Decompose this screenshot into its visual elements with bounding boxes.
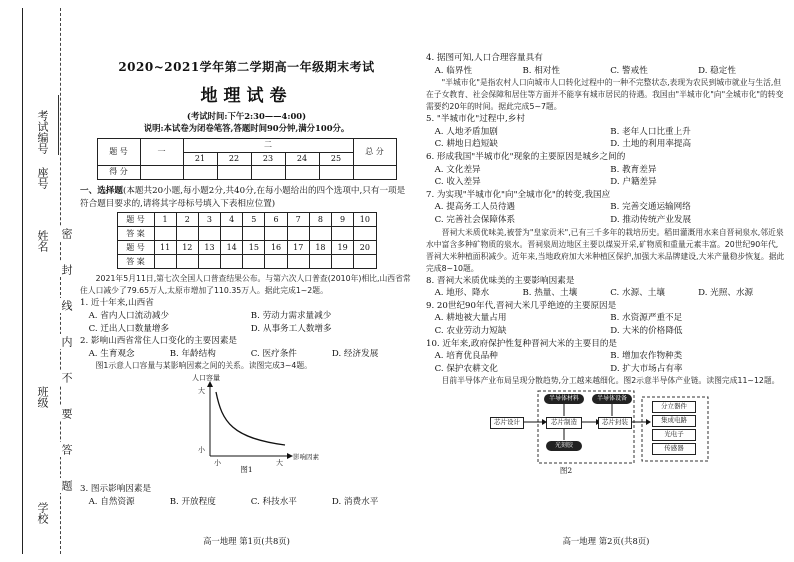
option[interactable]: D. 扩大市场占有率 — [610, 363, 683, 374]
option[interactable]: D. 户籍差异 — [610, 177, 657, 188]
answer-q-num: 12 — [176, 241, 198, 255]
option[interactable]: B. 开放程度 — [169, 496, 216, 507]
answer-cell[interactable] — [354, 255, 376, 269]
option[interactable]: B. 教育差异 — [610, 164, 657, 175]
option[interactable]: A. 生育观念 — [88, 348, 135, 359]
question-9: 9. 20世纪90年代,晋祠大米几乎绝迹的主要原因是 — [426, 300, 617, 311]
school-label: 学校 — [36, 502, 49, 524]
question-8-options — [426, 287, 786, 300]
question-2: 2. 影响山西省常住人口变化的主要因素是 — [80, 336, 238, 347]
node-chip-design: 芯片设计 — [490, 417, 524, 429]
figure-1-y-big: 大 — [198, 387, 205, 396]
score-cell[interactable] — [285, 166, 319, 180]
option[interactable]: D. 稳定性 — [698, 65, 736, 76]
answer-cell[interactable] — [176, 255, 198, 269]
section1-head: 一、选择题 — [80, 186, 123, 197]
answer-cell[interactable] — [221, 255, 243, 269]
option[interactable]: C. 收入差异 — [434, 177, 481, 188]
figure-1-x-big: 大 — [276, 459, 283, 468]
class-label: 班级 — [36, 386, 49, 408]
figure-2 — [426, 389, 786, 465]
question-3-options — [80, 496, 413, 509]
answer-cell[interactable] — [287, 255, 309, 269]
option[interactable]: A. 人地矛盾加剧 — [434, 126, 498, 137]
option[interactable]: C. 医疗条件 — [250, 348, 297, 359]
figure-1-caption: 图1 — [240, 465, 253, 475]
pill-photoresist: 光刻胶 — [546, 441, 582, 451]
question-4-options — [426, 65, 786, 78]
answer-cell[interactable] — [198, 255, 220, 269]
option[interactable]: C. 科技水平 — [250, 496, 297, 507]
answer-q-num: 5 — [243, 213, 265, 227]
answer-cell[interactable] — [154, 227, 176, 241]
option[interactable]: A. 临界性 — [434, 65, 473, 76]
passage-4: 晋祠大米质优味美,被誉为"皇家贡米",已有三千多年的栽培历史。稻田灌溉用水来自晋祠泉水,邻近泉水中富含多种矿物质的泉水。晋祠泉周边地区主要以煤炭开采,矿物质和重量元素丰富。20世纪90年代,晋祠大米种植面积减少。近年来,当地政府加大米种植区保护,加强大米品牌建设,大米产量稳步恢复。据此完成8~10题。 — [426, 227, 785, 273]
score-sub-col: 24 — [285, 152, 319, 166]
product-sensor: 传感器 — [652, 443, 696, 455]
answer-q-num: 6 — [265, 213, 287, 227]
option[interactable]: A. 自然资源 — [88, 496, 135, 507]
section1-text: (本题共20小题,每小题2分,共40分,在每小题给出的四个选项中,只有一项是符合题目要求的,请将其字母标号填入下表相应位置) — [80, 186, 406, 209]
answer-q-num: 15 — [243, 241, 265, 255]
answer-cell[interactable] — [354, 227, 376, 241]
option[interactable]: C. 完善社会保障体系 — [434, 214, 516, 225]
product-discrete: 分立器件 — [652, 401, 696, 413]
question-3: 3. 图示影响因素是 — [80, 483, 152, 494]
answer-q-num: 19 — [332, 241, 354, 255]
answer-cell[interactable] — [332, 255, 354, 269]
option[interactable]: B. 劳动力需求量减少 — [250, 310, 332, 321]
question-6: 6. 形成我国"半城市化"现象的主要原因是城乡之间的 — [426, 151, 626, 162]
answer-q-num: 13 — [198, 241, 220, 255]
answer-cell[interactable] — [243, 255, 265, 269]
score-col-two: 二 — [183, 139, 353, 153]
answer-q-num: 18 — [309, 241, 331, 255]
question-10: 10. 近年来,政府保护性复种晋祠大米的主要目的是 — [426, 338, 618, 349]
figure-1-x-label: 影响因素 — [293, 453, 319, 462]
answer-cell[interactable] — [309, 227, 331, 241]
option[interactable]: C. 迁出人口数量增多 — [88, 323, 170, 334]
score-cell[interactable] — [140, 166, 183, 180]
score-cell[interactable] — [217, 166, 251, 180]
product-optoelectronics: 光电子 — [652, 429, 696, 441]
option[interactable]: A. 耕地被大量占用 — [434, 313, 507, 324]
option[interactable]: A. 提高务工人员待遇 — [434, 202, 516, 213]
answer-q-num: 16 — [265, 241, 287, 255]
node-chip-packaging: 芯片封装 — [598, 417, 632, 429]
answer-q-num: 14 — [221, 241, 243, 255]
question-1-options — [80, 310, 413, 335]
answer-cell[interactable] — [243, 227, 265, 241]
option[interactable]: B. 相对性 — [522, 65, 560, 76]
question-8: 8. 晋祠大米质优味美的主要影响因素是 — [426, 275, 575, 286]
exam-note: 说明:本试卷为闭卷笔答,答题时间90分钟,满分100分。 — [143, 123, 350, 133]
answer-q-label: 题 号 — [117, 241, 154, 255]
answer-q-num: 8 — [309, 213, 331, 227]
answer-cell[interactable] — [265, 227, 287, 241]
score-row-label: 题 号 — [97, 139, 140, 166]
option[interactable]: A. 文化差异 — [434, 164, 481, 175]
option[interactable]: C. 耕地日趋短缺 — [434, 139, 498, 150]
score-cell[interactable] — [251, 166, 285, 180]
option[interactable]: D. 消费水平 — [331, 496, 379, 507]
option[interactable]: A. 培育优良品种 — [434, 351, 498, 362]
question-5: 5. "半城市化"过程中,乡村 — [426, 114, 525, 125]
answer-q-num: 20 — [354, 241, 376, 255]
option[interactable]: C. 水源、土壤 — [610, 288, 665, 299]
score-sub-col: 25 — [319, 152, 353, 166]
exam-no-label: 考试编号 — [36, 110, 49, 154]
seat-label: 座号 — [36, 167, 49, 189]
score-cell[interactable] — [183, 166, 217, 180]
answer-cell[interactable] — [198, 227, 220, 241]
figure-1-x-small: 小 — [214, 459, 221, 468]
answer-q-num: 17 — [287, 241, 309, 255]
pill-semiconductor-material: 半导体材料 — [544, 394, 584, 404]
score-sub-col: 21 — [183, 152, 217, 166]
answer-q-label: 题 号 — [117, 213, 154, 227]
seal-char: 不 — [60, 372, 73, 383]
option[interactable]: C. 农业劳动力短缺 — [434, 325, 507, 336]
answer-table — [117, 212, 377, 269]
passage-3: "半城市化"是指农村人口向城市人口转化过程中的一种不完整状态,表现为农民到城市就业与生活,但在子女教育、社会保障和居住等方面并不能享有城市居民的待遇。我国由"半城市化"向"全城市化"的转变需要约20年的时间。据此完成5~7题。 — [426, 78, 784, 112]
option[interactable]: D. 大米的价格降低 — [610, 325, 683, 336]
question-2-options — [80, 348, 413, 361]
option[interactable]: B. 热量、土壤 — [522, 288, 578, 299]
score-row2-label: 得 分 — [97, 166, 140, 180]
binding-strip — [0, 0, 78, 562]
name-label: 姓名 — [36, 230, 49, 252]
option[interactable]: D. 推动传统产业发展 — [610, 214, 692, 225]
seal-char: 内 — [60, 336, 73, 347]
seal-char: 线 — [60, 300, 73, 311]
option[interactable]: B. 老年人口比重上升 — [610, 126, 691, 137]
answer-q-num: 1 — [154, 213, 176, 227]
figure-1-y-small: 小 — [198, 446, 205, 455]
question-1: 1. 近十年来,山西省 — [80, 298, 154, 309]
exam-title: 2020~2021学年第二学期高一年级期末考试 — [118, 60, 375, 74]
section1-instructions — [80, 185, 413, 210]
answer-a-label: 答 案 — [117, 255, 154, 269]
figure-1 — [80, 372, 413, 470]
question-10-options — [426, 350, 786, 375]
answer-q-num: 3 — [198, 213, 220, 227]
option[interactable]: C. 警戒性 — [610, 65, 648, 76]
seal-char: 要 — [60, 408, 73, 419]
page-1-footer: 高一地理 第1页(共8页) — [203, 536, 290, 547]
score-cell[interactable] — [319, 166, 353, 180]
score-table — [97, 138, 397, 180]
option[interactable]: A. 省内人口流动减少 — [88, 310, 170, 321]
exam-time: (考试时间:下午2:30——4:00) — [186, 111, 307, 121]
page-2 — [426, 0, 786, 562]
option[interactable]: B. 完善交通运输网络 — [610, 202, 691, 213]
answer-q-num: 4 — [221, 213, 243, 227]
question-7: 7. 为实现"半城市化"向"全城市化"的转变,我国应 — [426, 189, 611, 200]
product-ic: 集成电路 — [652, 415, 696, 427]
answer-cell[interactable] — [332, 227, 354, 241]
passage-1: 2021年5月11日,第七次全国人口普查结果公布。与第六次人口普查(2010年)相比,山西省常住人口减少了79.65万人,太原市增加了110.35万人。据此完成1~2题。 — [80, 274, 411, 296]
pill-semiconductor-equipment: 半导体设备 — [592, 394, 632, 404]
option[interactable]: D. 从事务工人数增多 — [250, 323, 332, 334]
figure-2-caption: 图2 — [559, 466, 573, 476]
answer-q-num: 11 — [154, 241, 176, 255]
answer-q-num: 7 — [287, 213, 309, 227]
option[interactable]: A. 地形、降水 — [434, 288, 490, 299]
passage-2: 图1示意人口容量与某影响因素之间的关系。读图完成3~4题。 — [95, 361, 312, 371]
seal-char: 封 — [60, 264, 73, 275]
figure-1-title: 人口容量 — [192, 374, 220, 383]
answer-q-num: 10 — [354, 213, 376, 227]
answer-cell[interactable] — [176, 227, 198, 241]
score-cell[interactable] — [353, 166, 396, 180]
seal-char: 题 — [60, 480, 73, 491]
question-4: 4. 据图可知,人口合理容量具有 — [426, 53, 543, 63]
option[interactable]: B. 年龄结构 — [169, 348, 216, 359]
answer-q-num: 2 — [176, 213, 198, 227]
score-sub-col: 22 — [217, 152, 251, 166]
score-sub-col: 23 — [251, 152, 285, 166]
score-total: 总 分 — [353, 139, 396, 166]
answer-cell[interactable] — [221, 227, 243, 241]
option[interactable]: C. 保护农耕文化 — [434, 363, 498, 374]
option[interactable]: B. 增加农作物种类 — [610, 351, 683, 362]
question-6-options — [426, 164, 786, 189]
question-5-options — [426, 126, 786, 151]
answer-cell[interactable] — [154, 255, 176, 269]
page-2-footer: 高一地理 第2页(共8页) — [562, 536, 650, 547]
option[interactable]: D. 经济发展 — [331, 348, 379, 359]
option[interactable]: D. 土地的利用率提高 — [610, 139, 692, 150]
exam-no-blank — [58, 95, 59, 155]
question-7-options — [426, 201, 786, 226]
seal-char: 密 — [60, 228, 73, 239]
answer-cell[interactable] — [287, 227, 309, 241]
option[interactable]: D. 光照、水源 — [698, 288, 754, 299]
question-9-options — [426, 312, 786, 337]
seal-line — [60, 8, 61, 554]
passage-5: 目前半导体产业布局呈现分散趋势,分工越来越细化。图2示意半导体产业链。读图完成11~12题。 — [441, 376, 780, 386]
score-col-one: 一 — [140, 139, 183, 166]
node-chip-manufacture: 芯片制造 — [546, 417, 582, 429]
seal-char: 答 — [60, 444, 73, 455]
answer-cell[interactable] — [309, 255, 331, 269]
option[interactable]: B. 水资源严重不足 — [610, 313, 683, 324]
answer-q-num: 9 — [332, 213, 354, 227]
figure-1-graph — [80, 372, 413, 470]
subject-title: 地理试卷 — [200, 86, 293, 106]
answer-cell[interactable] — [265, 255, 287, 269]
answer-a-label: 答 案 — [117, 227, 154, 241]
binding-line — [22, 8, 23, 554]
